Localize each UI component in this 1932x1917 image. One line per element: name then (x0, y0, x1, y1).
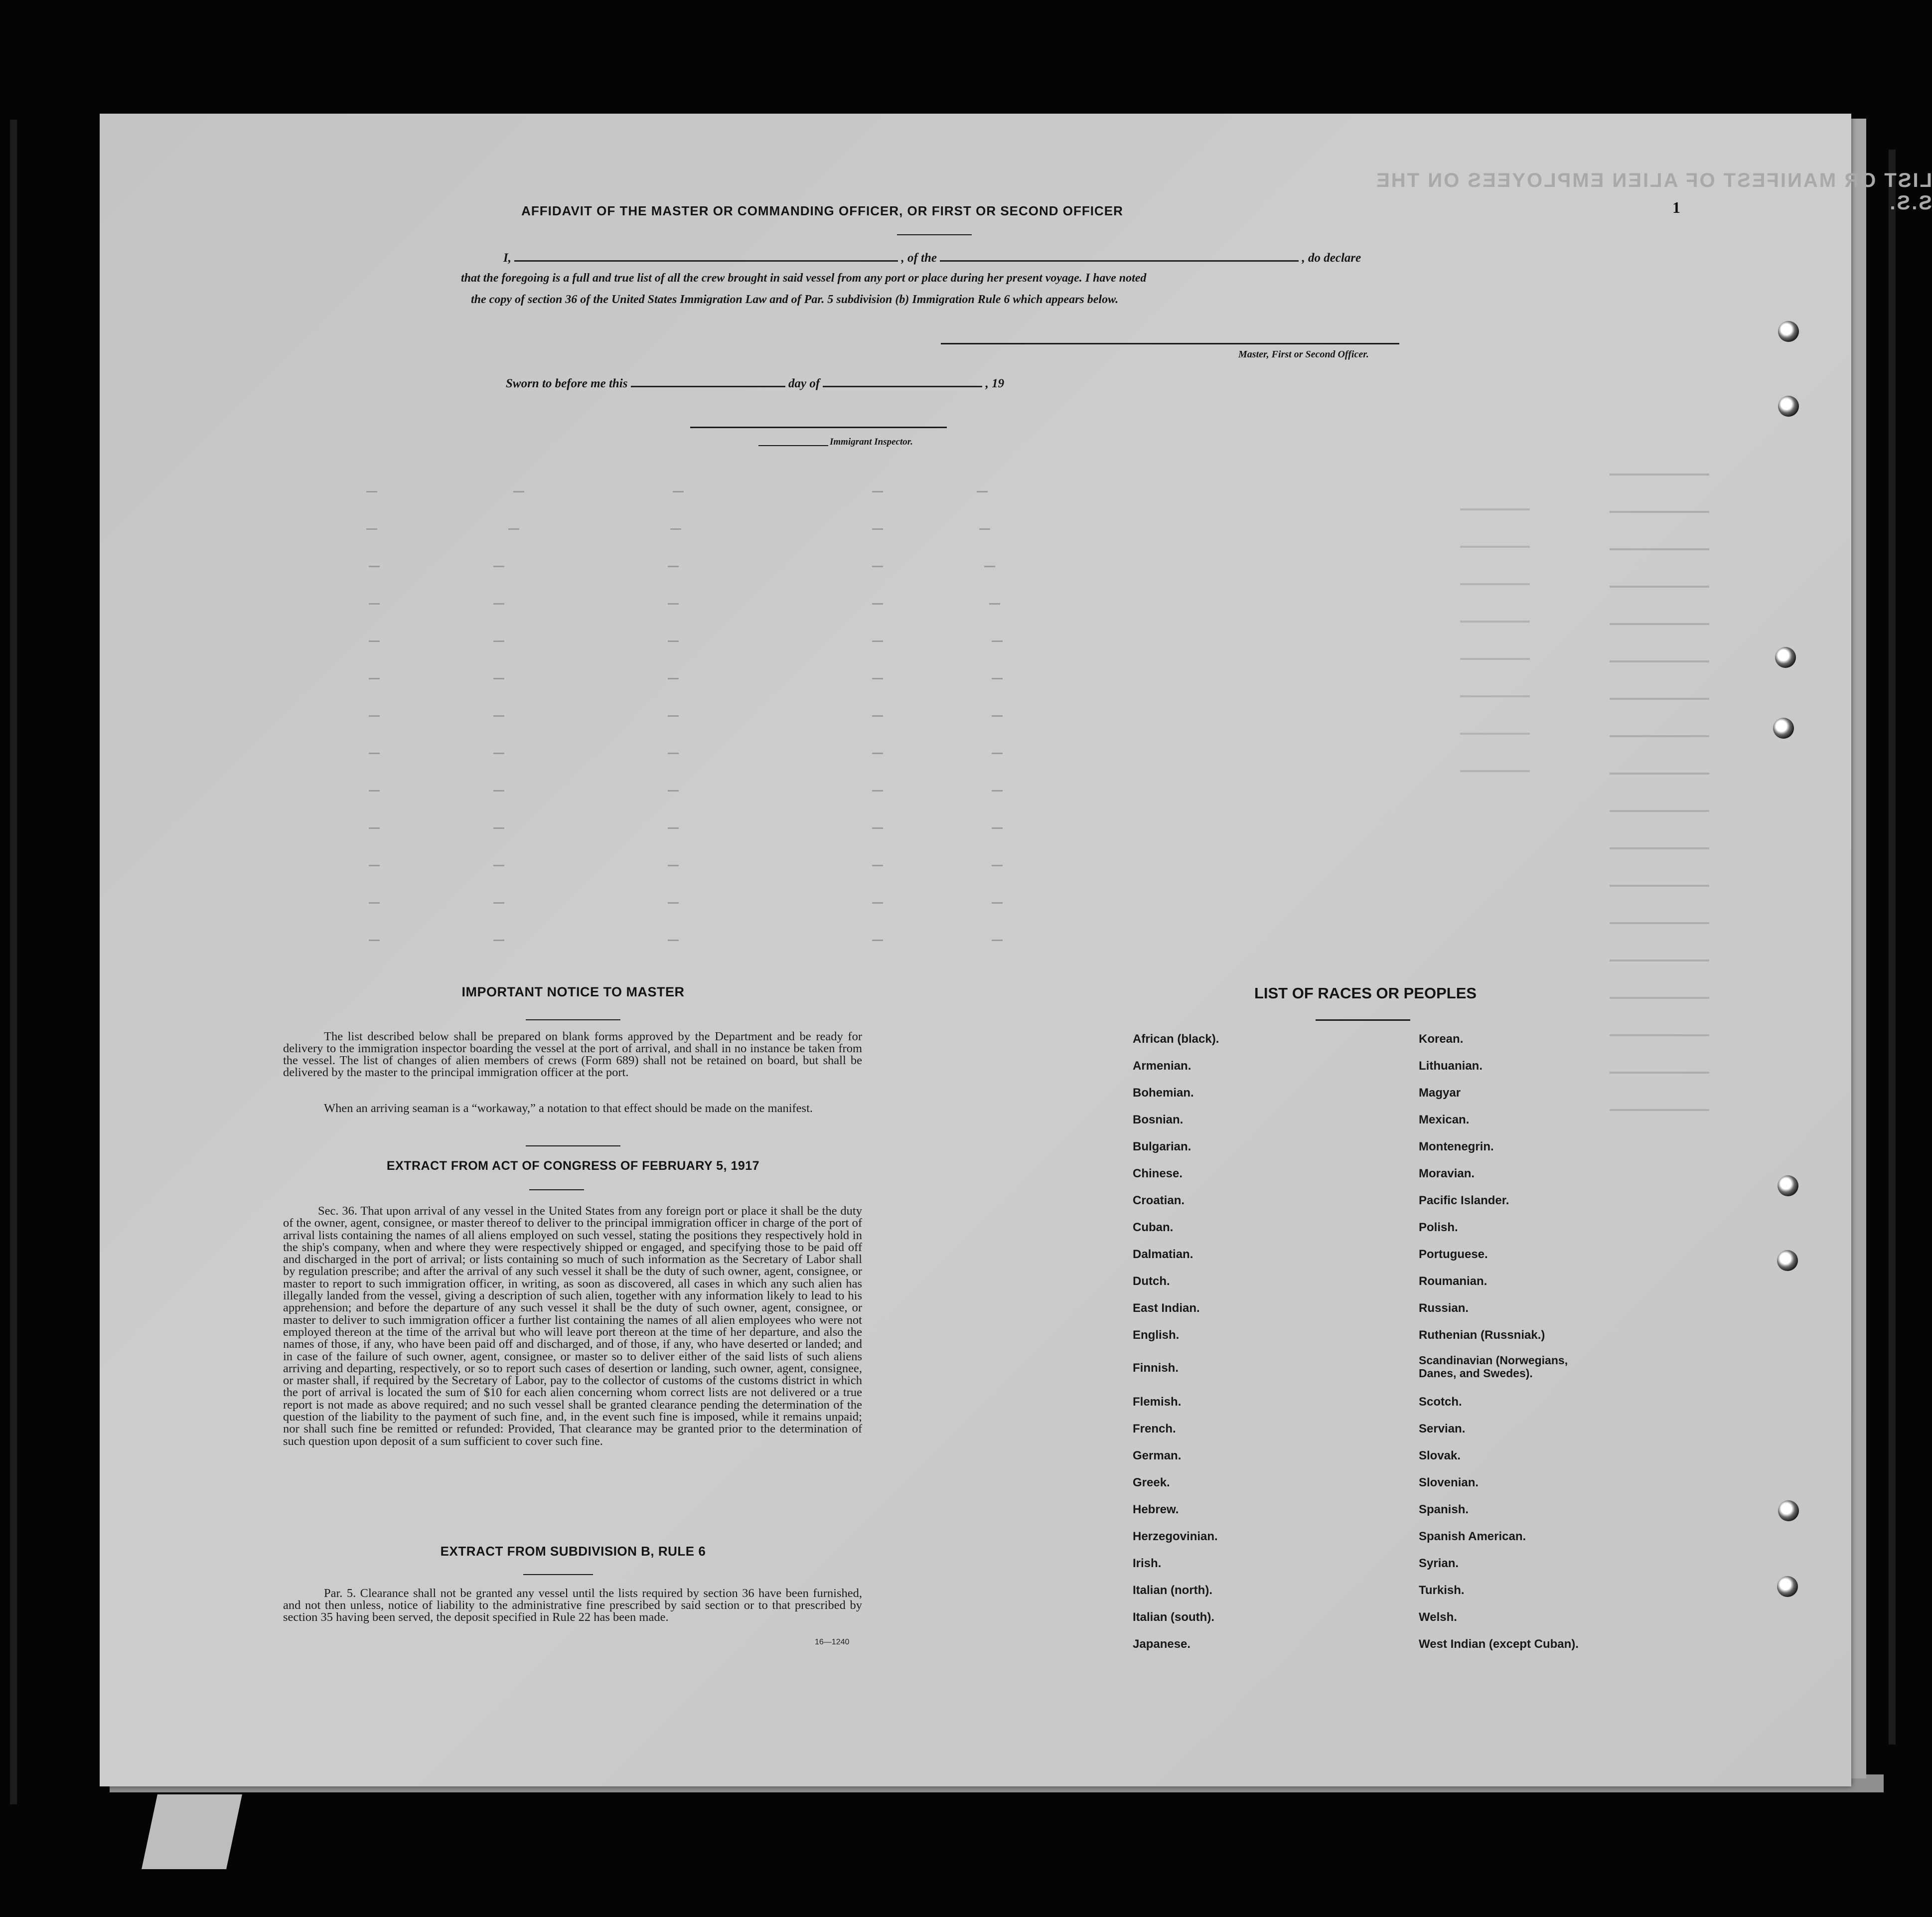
year-label: , 19 (985, 377, 1005, 390)
race-item: Welsh. (1419, 1610, 1457, 1624)
affidavit-line-3: the copy of section 36 of the United States Immigration Law and of Par. 5 subdivision (b) Immigration Rule 6 which appears below. (471, 293, 1119, 306)
race-item: Dutch. (1133, 1275, 1170, 1288)
inspector-blank (758, 445, 828, 446)
extract-rule-title: EXTRACT FROM SUBDIVISION B, RULE 6 (440, 1544, 706, 1559)
sworn-month-blank[interactable] (823, 375, 982, 387)
document-page (100, 114, 1851, 1786)
extract-act-title: EXTRACT FROM ACT OF CONGRESS OF FEBRUARY 5, 1917 (386, 1159, 760, 1173)
scan-edge-left (10, 120, 17, 1804)
affidavit-line-2: that the foregoing is a full and true list of all the crew brought in said vessel from any port or place during her present voyage. I have noted (461, 272, 1147, 285)
punch-hole (1778, 1175, 1798, 1196)
divider (529, 1189, 584, 1190)
race-item: Cuban. (1133, 1221, 1174, 1234)
divider (897, 234, 972, 235)
race-item: Roumanian. (1419, 1275, 1487, 1288)
race-item: Scandinavian (Norwegians, Danes, and Swedes). (1419, 1354, 1568, 1380)
race-item: Spanish. (1419, 1503, 1469, 1516)
race-item: Irish. (1133, 1557, 1162, 1570)
race-item: Moravian. (1419, 1167, 1475, 1180)
divider (523, 1574, 593, 1575)
notice-paragraph-1: The list described below shall be prepared on blank forms approved by the Department and be ready for delivery to the immigration inspector boarding the vessel at the port of arrival, and shall in no instance be taken from the vessel. The list of changes of alien members of crews (Form 689) shall not be retained on board, but shall be delivered by the master to the principal immigration officer at the port. (283, 1030, 862, 1079)
divider (526, 1019, 620, 1020)
notice-paragraph-2: When an arriving seaman is a “workaway,” a notation to that effect should be made on the manifest. (324, 1102, 813, 1115)
race-item: Scotch. (1419, 1395, 1462, 1409)
race-item: Italian (north). (1133, 1584, 1212, 1597)
of-the-label: , of the (901, 251, 937, 265)
punch-hole (1778, 1500, 1799, 1521)
do-declare-label: , do declare (1302, 251, 1361, 265)
race-item: Finnish. (1133, 1361, 1179, 1375)
race-item: Chinese. (1133, 1167, 1183, 1180)
sworn-label: Sworn to before me this (506, 377, 628, 390)
race-item: German. (1133, 1449, 1182, 1462)
race-item: Hebrew. (1133, 1503, 1179, 1516)
race-item: Herzegovinian. (1133, 1530, 1218, 1543)
race-item: Servian. (1419, 1422, 1466, 1436)
race-item: Flemish. (1133, 1395, 1182, 1409)
punch-hole (1778, 396, 1799, 417)
race-item: Korean. (1419, 1032, 1464, 1046)
race-item: Slovak. (1419, 1449, 1461, 1462)
punch-hole (1777, 1250, 1798, 1271)
race-item: Slovenian. (1419, 1476, 1479, 1489)
race-item: Dalmatian. (1133, 1248, 1193, 1261)
race-item: Japanese. (1133, 1637, 1191, 1651)
name-blank[interactable] (514, 249, 898, 262)
race-item: Portuguese. (1419, 1248, 1488, 1261)
race-item: Croatian. (1133, 1194, 1185, 1207)
master-signature-label: Master, First or Second Officer. (1238, 349, 1369, 360)
race-item: Spanish American. (1419, 1530, 1526, 1543)
race-item: African (black). (1133, 1032, 1219, 1046)
punch-hole (1778, 321, 1799, 342)
race-item: Lithuanian. (1419, 1059, 1483, 1073)
race-item: Bulgarian. (1133, 1140, 1191, 1153)
punch-hole (1775, 647, 1796, 668)
affidavit-declaration-line (503, 249, 1425, 265)
day-of-label: day of (788, 377, 820, 390)
vessel-blank[interactable] (940, 249, 1299, 262)
race-item: East Indian. (1133, 1301, 1200, 1315)
race-item: Italian (south). (1133, 1610, 1214, 1624)
race-item: Syrian. (1419, 1557, 1459, 1570)
notice-title: IMPORTANT NOTICE TO MASTER (461, 984, 685, 999)
races-title: LIST OF RACES OR PEOPLES (1254, 984, 1477, 1002)
sworn-line (506, 375, 1004, 391)
punch-hole (1777, 1576, 1798, 1597)
race-item: English. (1133, 1328, 1180, 1342)
race-item: Greek. (1133, 1476, 1170, 1489)
torn-page-corner (142, 1794, 242, 1869)
divider (1316, 1019, 1410, 1021)
extract-rule-body: Par. 5. Clearance shall not be granted any vessel until the lists required by section 36 have been furnished, and not then unless, notice of liability to the administrative fine prescribed by said section or to that prescribed by section 35 having been served, the deposit specified in Rule 22 has been made. (283, 1587, 862, 1624)
race-item: Polish. (1419, 1221, 1458, 1234)
race-item: Armenian. (1133, 1059, 1191, 1073)
i-label: I, (503, 251, 511, 265)
master-signature-line[interactable] (941, 343, 1399, 344)
extract-act-body: Sec. 36. That upon arrival of any vessel in the United States from any foreign port or place it shall be the duty of the owner, agent, consignee, or master thereof to deliver to the principal immigration officer in charge of the port of arrival lists containing the names of all aliens employed on such vessel, stating the positions they respectively hold in the ship's company, when and where they were respectively shipped or engaged, and specifying those to be paid off and discharged in the port of arrival; or lists containing so much of such information as the Secretary of Labor shall by regulation prescribe; and after the arrival of any such vessel it shall be the duty of such owner, agent, consignee, or master to report to such immigration officer, in writing, as soon as discovered, all cases in which any such alien has illegally landed from the vessel, giving a description of such alien, together with any information likely to lead to his apprehension; and before the departure of any such vessel it shall be the duty of such owner, agent, consignee, or master to deliver to such immigration officer a further list containing the names of all alien employees who were not employed thereon at the time of the arrival but who will leave port thereon at the time of her departure, and also the names of those, if any, who have been paid off and discharged, and of those, if any, who have deserted or landed; and in case of the failure of such owner, agent, consignee, or master so to deliver either of the said lists of such aliens arriving and departing, respectively, or so to report such cases of desertion or landing, such owner, agent, consignee, or master shall, if required by the Secretary of Labor, pay to the collector of customs of the customs district in which the port of arrival is located the sum of $10 for each alien concerning whom correct lists are not delivered or a true report is not made as above required; and no such vessel shall be granted clearance pending the determination of the question of the liability to the payment of such fine, and, in the event such fine is imposed, while it remains unpaid; nor shall such fine be remitted or refunded: Provided, That clearance may be granted prior to the determination of such question upon deposit of a sum sufficient to cover such fine. (283, 1204, 862, 1448)
race-item: Ruthenian (Russniak.) (1419, 1328, 1545, 1342)
race-item: Turkish. (1419, 1584, 1465, 1597)
divider (526, 1145, 620, 1146)
inspector-signature-line[interactable] (690, 427, 947, 428)
inspector-label: Immigrant Inspector. (830, 437, 913, 447)
race-item: West Indian (except Cuban). (1419, 1637, 1579, 1651)
affidavit-title: AFFIDAVIT OF THE MASTER OR COMMANDING OFFICER, OR FIRST OR SECOND OFFICER (521, 203, 1123, 218)
race-item: French. (1133, 1422, 1176, 1436)
race-item: Russian. (1419, 1301, 1469, 1315)
sworn-day-blank[interactable] (631, 375, 785, 387)
form-number: 16—1240 (815, 1638, 850, 1646)
race-item: Magyar (1419, 1086, 1461, 1100)
race-item: Bosnian. (1133, 1113, 1184, 1126)
race-item: Bohemian. (1133, 1086, 1194, 1100)
race-item: Pacific Islander. (1419, 1194, 1509, 1207)
bleed-through-heading: LIST OR MANIFEST OF ALIEN EMPLOYEES ON THE S.S. (1375, 169, 1932, 214)
scan-edge-right (1889, 150, 1896, 1745)
race-item: Montenegrin. (1419, 1140, 1494, 1153)
page-mark: 1 (1672, 198, 1680, 216)
race-item: Mexican. (1419, 1113, 1470, 1126)
punch-hole (1773, 718, 1794, 739)
